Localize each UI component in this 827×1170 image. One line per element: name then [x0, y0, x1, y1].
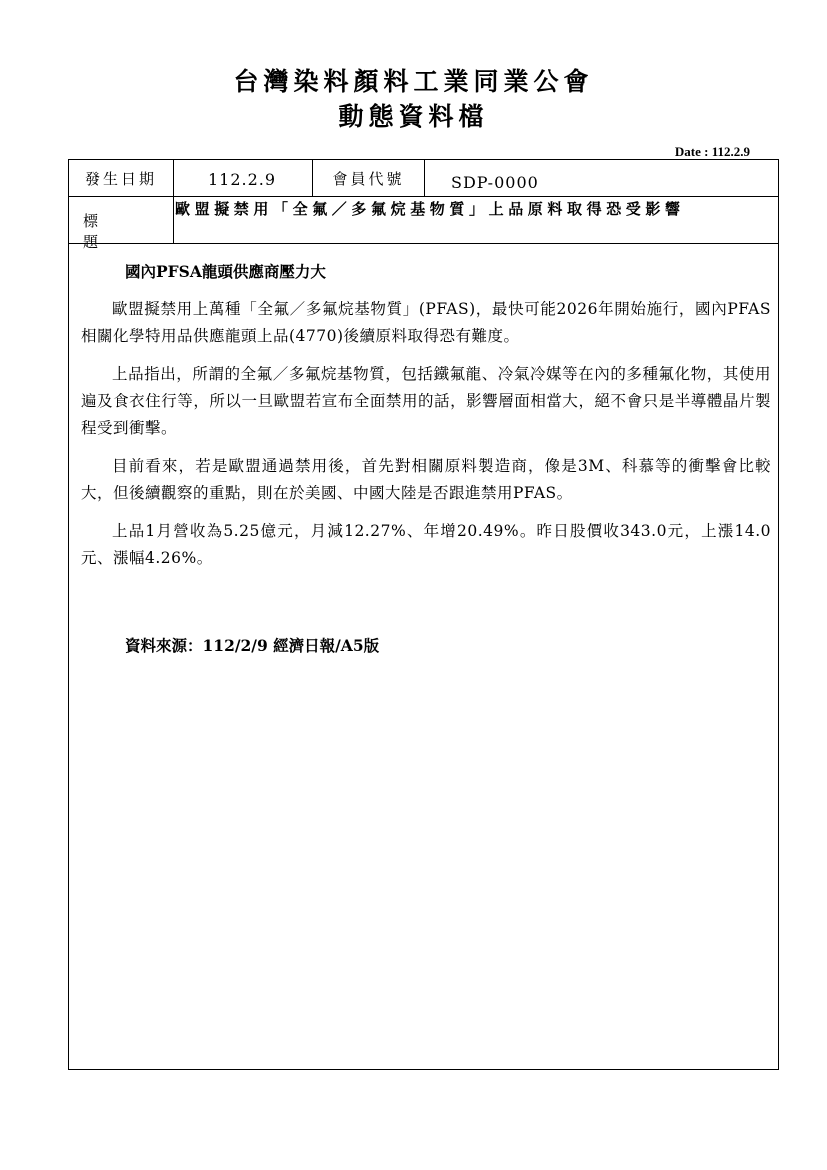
paragraph-3: 目前看來，若是歐盟通過禁用後，首先對相關原料製造商，像是3M、科慕等的衝擊會比較大，但後續觀察的重點，則在於美國、中國大陸是否跟進禁用PFAS。: [81, 457, 771, 502]
subject-label-cell: [69, 196, 174, 251]
info-row: [69, 160, 778, 197]
doc-title: 動態資料檔: [338, 102, 489, 131]
paragraph-1: 歐盟擬禁用上萬種「全氟／多氟烷基物質」(PFAS)，最快可能2026年開始施行，國內PFAS相關化學特用品供應龍頭上品(4770)後續原料取得恐有難度。: [81, 300, 771, 345]
org-title: 台灣染料顏料工業同業公會: [233, 67, 594, 96]
member-code-value: SDP-0000: [451, 173, 539, 192]
source-note: 資料來源：112/2/9 經濟日報/A5版: [125, 636, 380, 655]
article-body: [81, 258, 771, 675]
subject-row: [69, 196, 778, 251]
date-value: 112.2.9: [174, 160, 313, 196]
paragraph-4: 上品1月營收為5.25億元，月減12.27%、年增20.49%。昨日股價收343.0元，上漲14.0元、漲幅4.26%。: [81, 522, 771, 567]
date-stamp: Date : 112.2.9: [674, 144, 750, 159]
document-frame: [68, 159, 779, 1070]
date-label: 發生日期: [69, 160, 174, 196]
member-label: 會員代號: [313, 160, 425, 196]
subject-label: 標 題: [83, 212, 146, 251]
subject-value: 歐盟擬禁用「全氟／多氟烷基物質」上品原料取得恐受影響: [175, 200, 685, 218]
article-heading: 國內PFSA龍頭供應商壓力大: [125, 262, 326, 281]
paragraph-2: 上品指出，所謂的全氟／多氟烷基物質，包括鐵氟龍、冷氣冷媒等在內的多種氟化物，其使用遍及食衣住行等，所以一旦歐盟若宣布全面禁用的話，影響層面相當大，絕不會只是半導體晶片製程受到衝擊。: [81, 365, 771, 437]
